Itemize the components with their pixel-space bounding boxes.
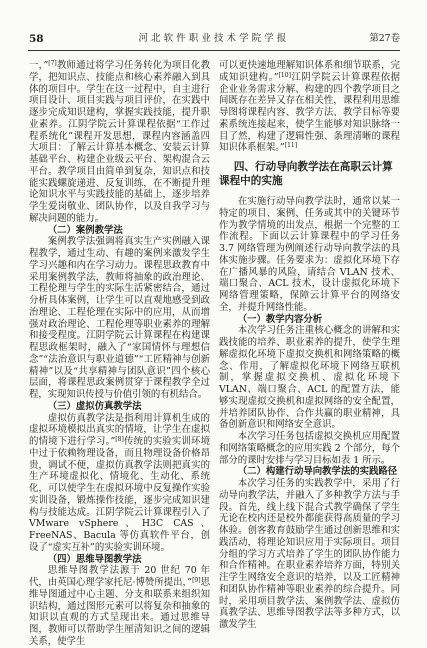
paragraph-practice-path: 本次学习任务的实践教学中，采用了行动导向教学法，并融入了多种教学方法与手段。首先，线上线下混合式教学确保了学生无论在校内还是校外都能获得高质量的学习体验。创客教育鼓励学生通过创新思维和实践活动，将理论知识应用于实际项目。项目分组的学习方式培养了学生的团队协作能力和合作精神。在职业素养培养方面，特别关注学生网络安全意识的培养，以及工匠精神和团队协作精神等职业素养的综合提升。同时，采用项目教学法、案例教学法、虚拟仿真教学法、思维导图教学法等多种方式，以激发学生 (219, 478, 400, 630)
text-segment: 虚拟仿真教学法是指利用计算机生成的虚拟环境模拟出真实的情境，让学生在虚拟的情境下进行学习。” (29, 412, 210, 447)
subheading-mind-map: （四）思维导图教学法 (47, 553, 142, 565)
paragraph-implementation-intro: 在实施行动导向教学法时，通常以某一特定的项目、案例、任务或其中的关键环节作为教学情境的出发点，根据一个完整的工作流程。下面以云计算课程中的学习任务 3.7 网络管理为例阐述行动导向教学法的具体实施步骤。任务要求为：虚拟化环境下存在广播风暴的风险，请结合 VLAN 技术、端口聚合、ACL 技术，设计虚拟化环境下网络管理策略，保障云计算平台的网络安全，并提升网络性能。 (219, 196, 400, 313)
citation-ref: [7] (48, 60, 57, 67)
subheading-content-analysis: （一）教学内容分析 (237, 313, 323, 325)
left-column (29, 60, 210, 647)
right-column (219, 60, 400, 630)
subheading-practice-path: （二）构建行动导向教学法的实践路径 (237, 466, 398, 478)
citation-ref: [11] (284, 142, 298, 150)
section-heading: 四、行动导向教学法在高职云计算课程中的实施 (219, 161, 393, 187)
text-segment: 教师通过将学习任务转化为项目化教学，把知识点、技能点和核心素养融入到具体的项目中。学生在这一过程中，自主进行项目设计、项目实践与项目评价，在实践中逐步完成知识建构，掌握实践技能，提升职业素养。江阴学院云计算课程依据“工作过程系统化”课程开发思想，课程内容涵盖四大项目：了解云计算基本概念、安装云计算基础平台、构建企业级云平台、架构混合云平台。教学项目由简单到复杂，知识点和技能实践螺旋递进、反复训练，在不断提升理论知识水平与实践技能的基础上，逐步培养学生爱岗敬业、团队协作，以及自我学习与解决问题的能力。 (29, 60, 210, 224)
citation-ref: [8] (115, 436, 124, 443)
subheading-virtual-simulation: （三）虚拟仿真教学法 (47, 400, 142, 412)
paragraph-mind-map (29, 565, 210, 647)
text-segment: 一，” (29, 60, 49, 71)
paragraph-task-parts: 本次学习任务包括虚拟交换机应用配置和网络策略概念的应用实践 2 个部分，每个部分的课时安排与学习目标如表 1 所示。 (219, 431, 400, 466)
text-segment: 江阴学院云计算课程依据企业业务需求分解、构建的四个教学项目之间既存在差异又存在相关性，课程利用思维导图将课程内容、教学方法、教学目标等要素系统连接起来，使学生能够对知识脉络一目了然，构建了逻辑性强、条理清晰的课程知识体系框架。” (219, 71, 400, 154)
text-segment: 可以更快速地理解知识体系和细节联系，完成知识建构。” (219, 60, 400, 83)
running-header (28, 32, 400, 48)
header-rule (28, 50, 400, 51)
paragraph-content-analysis: 本次学习任务注重核心概念的讲解和实践技能的培养、职业素养的提升，使学生理解虚拟化环境下虚拟交换机和网络策略的概念、作用，了解虚拟化环境下网络互联机制，掌握虚拟交换机、虚拟化环境下 VLAN、端口聚合、ACL 的配置方法，能够实现虚拟交换机和虚拟网络的安全配置，并培养团队协作、合作共赢的职业精神，具备创新意识和网络安全意识。 (219, 325, 400, 431)
citation-ref: [9] (192, 577, 201, 584)
citation-ref: [10] (278, 71, 291, 79)
paragraph-case-teaching: 案例教学法强调将真实生产实例融入课程教学，通过生动、有趣的案例来激发学生学习兴趣和内在学习动力。课程思政教育中采用案例教学法，教师将抽象的政治理论、工程伦理与学生的实际生活紧密结合，通过分析具体案例，让学生可以直观地感受到政治理论、工程伦理在实际中的应用，从而增强对政治理论、工程伦理等职业素养的理解和接受程度。江阴学院云计算课程在构建课程思政框架时，融入了“家国情怀与理想信念”“法治意识与职业道德”“工匠精神与创新精神”以及“共享精神与团队意识”四个核心层面，将课程思政案例贯穿于课程教学全过程，实现知识传授与价值引领的有机结合。 (29, 236, 210, 400)
page-number: 58 (29, 33, 44, 45)
volume-label: 第27卷 (369, 33, 400, 44)
paragraph-project-teaching-continued (29, 60, 210, 225)
journal-title: 河北软件职业技术学院学报 (138, 33, 290, 44)
paragraph-mind-map-continued (219, 60, 400, 154)
text-segment: 思维导图通过中心主题、分支和联系来组织知识结构，通过图形元素可以将复杂和抽象的知识以直观的方式呈现出来。通过思维导图，教师可以帮助学生厘清知识之间的逻辑关系，使学生 (29, 577, 210, 647)
text-segment: 传统的实验实训环境中过于依赖物理设备，而且物理设备价格昂贵，调试不便，虚拟仿真教学法则把真实的生产环境虚拟化、情境化、生动化、系统化，可以使学生在虚拟环境中反复操作实验实训设备，锻炼操作技能，逐步完成知识建构与技能达成。江阴学院云计算课程引入了 VMware vSphere、H3C CAS、FreeNAS、Bacula 等仿真软件平台，创设了“虚实互补”的实验实训环境。 (29, 436, 210, 553)
paragraph-virtual-simulation (29, 413, 210, 554)
text-segment: 思维导图教学法源于 20 世纪 70 年代，由英国心理学家托尼·博赞所提出，” (29, 565, 210, 588)
subheading-case-teaching: （二）案例教学法 (47, 224, 123, 236)
